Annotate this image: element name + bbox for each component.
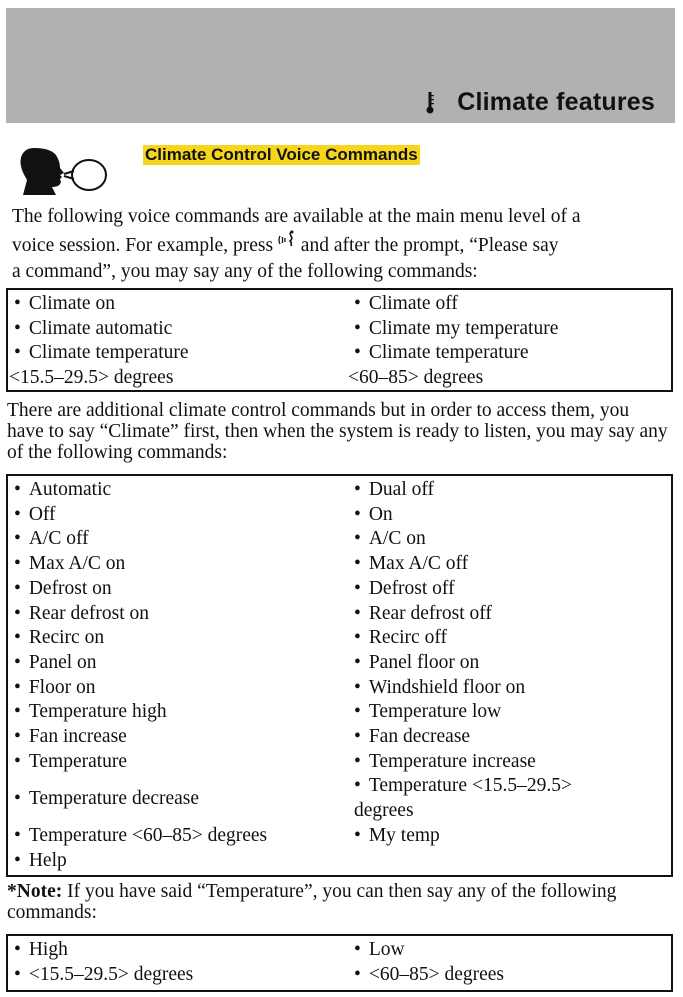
command-item: • <15.5–29.5> degrees [14,963,354,988]
intro-line-2-end: and after the prompt, “Please say [300,235,559,256]
intro-line-2 [12,230,672,259]
command-item: • Floor on [14,676,354,701]
command-item: • Off [14,503,354,528]
command-item-continuation: <60–85> degrees [348,367,484,389]
command-item: • Max A/C off [354,552,671,577]
command-item: • Climate temperature [14,341,354,366]
page-title: Climate features [457,88,655,116]
command-item: • Windshield floor on [354,676,671,701]
command-item: • Recirc on [14,626,354,651]
command-item: • Automatic [14,478,354,503]
empty-cell [354,849,671,874]
command-item: • Climate my temperature [354,317,671,342]
command-item: • Fan increase [14,725,354,750]
climate-commands-grid [8,478,671,873]
note-text: If you have said “Temperature”, you can then say any of the following commands: [7,881,617,923]
command-item: • Low [354,938,671,963]
section-icon-wrap [14,140,124,202]
intro-line-2-start: voice session. For example, press [12,235,274,256]
command-item: • Climate on [14,292,354,317]
command-item: • Panel on [14,651,354,676]
command-item: • Temperature decrease [14,787,354,812]
command-item: • Fan decrease [354,725,671,750]
thermometer-icon [425,92,435,114]
intro-paragraph [12,204,672,285]
command-item: • Panel floor on [354,651,671,676]
command-item: • Temperature low [354,700,671,725]
command-item: • Climate automatic [14,317,354,342]
command-item-continuation: <15.5–29.5> degrees [9,367,174,389]
note-paragraph [7,881,667,923]
command-item: • A/C off [14,527,354,552]
command-item: • Defrost on [14,577,354,602]
command-item: • Recirc off [354,626,671,651]
command-item: • Temperature high [14,700,354,725]
command-item: • Defrost off [354,577,671,602]
command-item: • Temperature <15.5–29.5> degrees [348,774,614,823]
command-item: • On [354,503,671,528]
voice-button-icon [278,230,296,258]
command-item: • Temperature increase [354,750,671,775]
temperature-commands-box [6,934,673,992]
header [425,88,655,117]
command-item: • Rear defrost on [14,602,354,627]
note-label: *Note: [7,881,63,902]
command-item: • High [14,938,354,963]
climate-commands-box [6,474,673,877]
main-commands-box [6,288,673,392]
command-item: • Climate temperature [354,341,671,366]
command-item: • My temp [354,824,671,849]
command-item: • A/C on [354,527,671,552]
command-item: • <60–85> degrees [354,963,671,988]
additional-paragraph: There are additional climate control commands but in order to access them, you have to say “Climate” first, then when the system is ready to listen, you may say any of the following commands: [7,400,668,463]
speaking-head-icon [14,140,124,202]
intro-line-3: a command”, you may say any of the following commands: [12,261,478,282]
command-item: • Dual off [354,478,671,503]
section-title: Climate Control Voice Commands [145,145,418,164]
command-item: • Temperature [14,750,354,775]
intro-line-1: The following voice commands are available at the main menu level of a [12,206,581,227]
command-item: • Rear defrost off [354,602,671,627]
temperature-commands-grid [8,938,671,987]
command-item: • Climate off [354,292,671,317]
command-item: • Temperature <60–85> degrees [14,824,354,849]
command-item: • Max A/C on [14,552,354,577]
command-item: • Help [14,849,354,874]
